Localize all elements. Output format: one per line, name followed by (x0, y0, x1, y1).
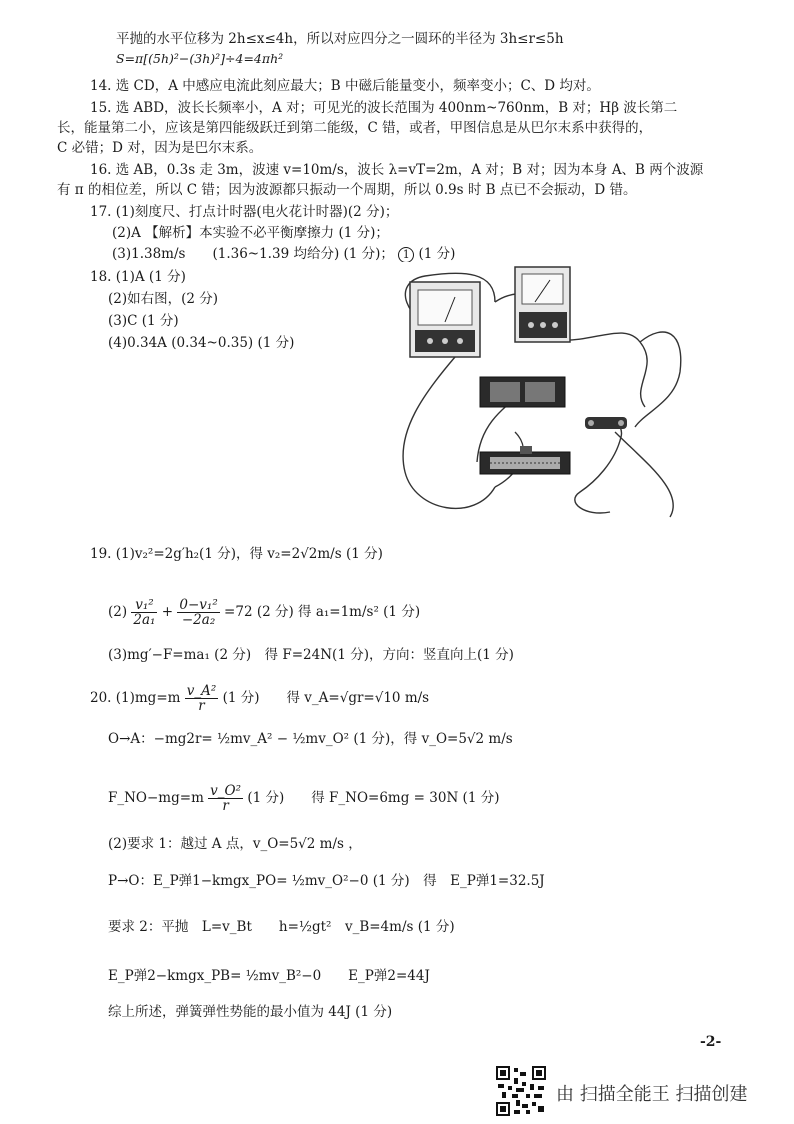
battery-holder (480, 377, 565, 407)
answer-18-part1: 18. (1)A (1 分) (90, 269, 186, 285)
fraction-numerator: v₁² (131, 598, 157, 613)
part-label: (2) (108, 604, 128, 620)
answer-20-requirement1: (2)要求 1：越过 A 点，v_O=5√2 m/s ， (108, 836, 362, 852)
plus-sign: + (161, 604, 174, 620)
answer-16-line1: 16. 选 AB，0.3s 走 3m，波速 v=10m/s，波长 λ=vT=2m，A 对；B 对；因为本身 A、B 两个波源 (90, 162, 704, 178)
fraction-denominator: −2a₂ (181, 612, 216, 628)
fraction-numerator: 0−v₁² (179, 597, 218, 613)
scanner-watermark: 由 扫描全能王 扫描创建 (556, 1084, 748, 1105)
circled-number: 1 (398, 247, 414, 263)
answer-19-part2 (108, 592, 420, 632)
equation-prefix: F_NO−mg=m (108, 790, 204, 806)
text-line: S=π[(5h)²−(3h)²]÷4=4πh² (116, 51, 284, 66)
answer-14: 14. 选 CD，A 中感应电流此刻应最大；B 中磁后能量变小，频率变小；C、D 均对。 (90, 78, 600, 94)
voltmeter-meter (410, 282, 480, 357)
fraction (177, 598, 219, 627)
answer-17-part1: 17. (1)刻度尺、打点计时器(电火花计时器)(2 分)； (90, 204, 399, 220)
fraction-denominator: r (198, 698, 205, 714)
fraction-numerator: v_A² (186, 683, 217, 699)
text-line: 平抛的水平位移为 2h≤x≤4h，所以对应四分之一圆环的半径为 3h≤r≤5h (116, 31, 564, 47)
page-number: -2- (700, 1034, 722, 1050)
fraction (185, 684, 219, 713)
answer-18-part4: (4)0.34A (0.34~0.35) (1 分) (108, 335, 295, 351)
fraction-denominator: 2a₁ (133, 612, 156, 628)
fraction (208, 784, 243, 813)
answer-17-part3 (112, 245, 455, 263)
answer-17-part3-text: (3)1.38m/s (1.36~1.39 均给分) (1 分)； (112, 246, 394, 262)
circuit-photo (385, 262, 705, 532)
qr-code-icon (496, 1066, 546, 1116)
fraction-numerator: v_O² (210, 783, 242, 799)
answer-15-line1: 15. 选 ABD，波长长频率小，A 对；可见光的波长范围为 400nm~760nm，B 对；Hβ 波长第二 (90, 100, 678, 116)
answer-20-o-to-a: O→A：−mg2r= ½mv_A² − ½mv_O² (1 分)，得 v_O=5√2 m/s (108, 731, 513, 747)
equation-result: =72 (2 分) 得 a₁=1m/s² (1 分) (224, 604, 421, 620)
equation-result: (1 分) 得 F_NO=6mg = 30N (1 分) (247, 790, 500, 806)
answer-19-part1: 19. (1)v₂²=2g′h₂(1 分)，得 v₂=2√2m/s (1 分) (90, 546, 383, 562)
answer-18-part2: (2)如右图，(2 分) (108, 291, 219, 307)
ammeter-meter (515, 267, 570, 342)
answer-20-p-to-o: P→O：E_P弹1−kmgx_PO= ½mv_O²−0 (1 分) 得 E_P弹1=32.5J (108, 873, 545, 889)
answer-17-part2: (2)A 【解析】本实验不必平衡摩擦力 (1 分)； (112, 225, 389, 241)
answer-20-requirement2: 要求 2：平抛 L=v_Bt h=½gt² v_B=4m/s (1 分) (108, 919, 455, 935)
answer-17-part3-score: (1 分) (418, 246, 456, 262)
answer-16-line2: 有 π 的相位差，所以 C 错；因为波源都只振动一个周期，所以 0.9s 时 B 点已不会振动，D 错。 (57, 182, 637, 198)
answer-20-energy2: E_P弹2−kmgx_PB= ½mv_B²−0 E_P弹2=44J (108, 968, 430, 984)
answer-19-part3: (3)mg′−F=ma₁ (2 分) 得 F=24N(1 分)，方向：竖直向上(1 分) (108, 647, 514, 663)
equation-result: (1 分) 得 v_A=√gr=√10 m/s (222, 690, 430, 706)
answer-18-part3: (3)C (1 分) (108, 313, 179, 329)
answer-20-conclusion: 综上所述，弹簧弹性势能的最小值为 44J (1 分) (108, 1004, 393, 1020)
switch (585, 417, 627, 429)
fraction (131, 598, 157, 627)
equation-prefix: 20. (1)mg=m (90, 690, 181, 706)
answer-20-part1 (90, 678, 429, 718)
answer-20-normal-force (108, 778, 499, 818)
answer-15-line2: 长，能量第二小，应该是第四能级跃迁到第二能级，C 错，或者，甲图信息是从巴尔末系中获得的， (57, 120, 653, 136)
answer-15-line3: C 必错；D 对，因为是巴尔末系。 (57, 140, 263, 156)
fraction-denominator: r (222, 798, 229, 814)
